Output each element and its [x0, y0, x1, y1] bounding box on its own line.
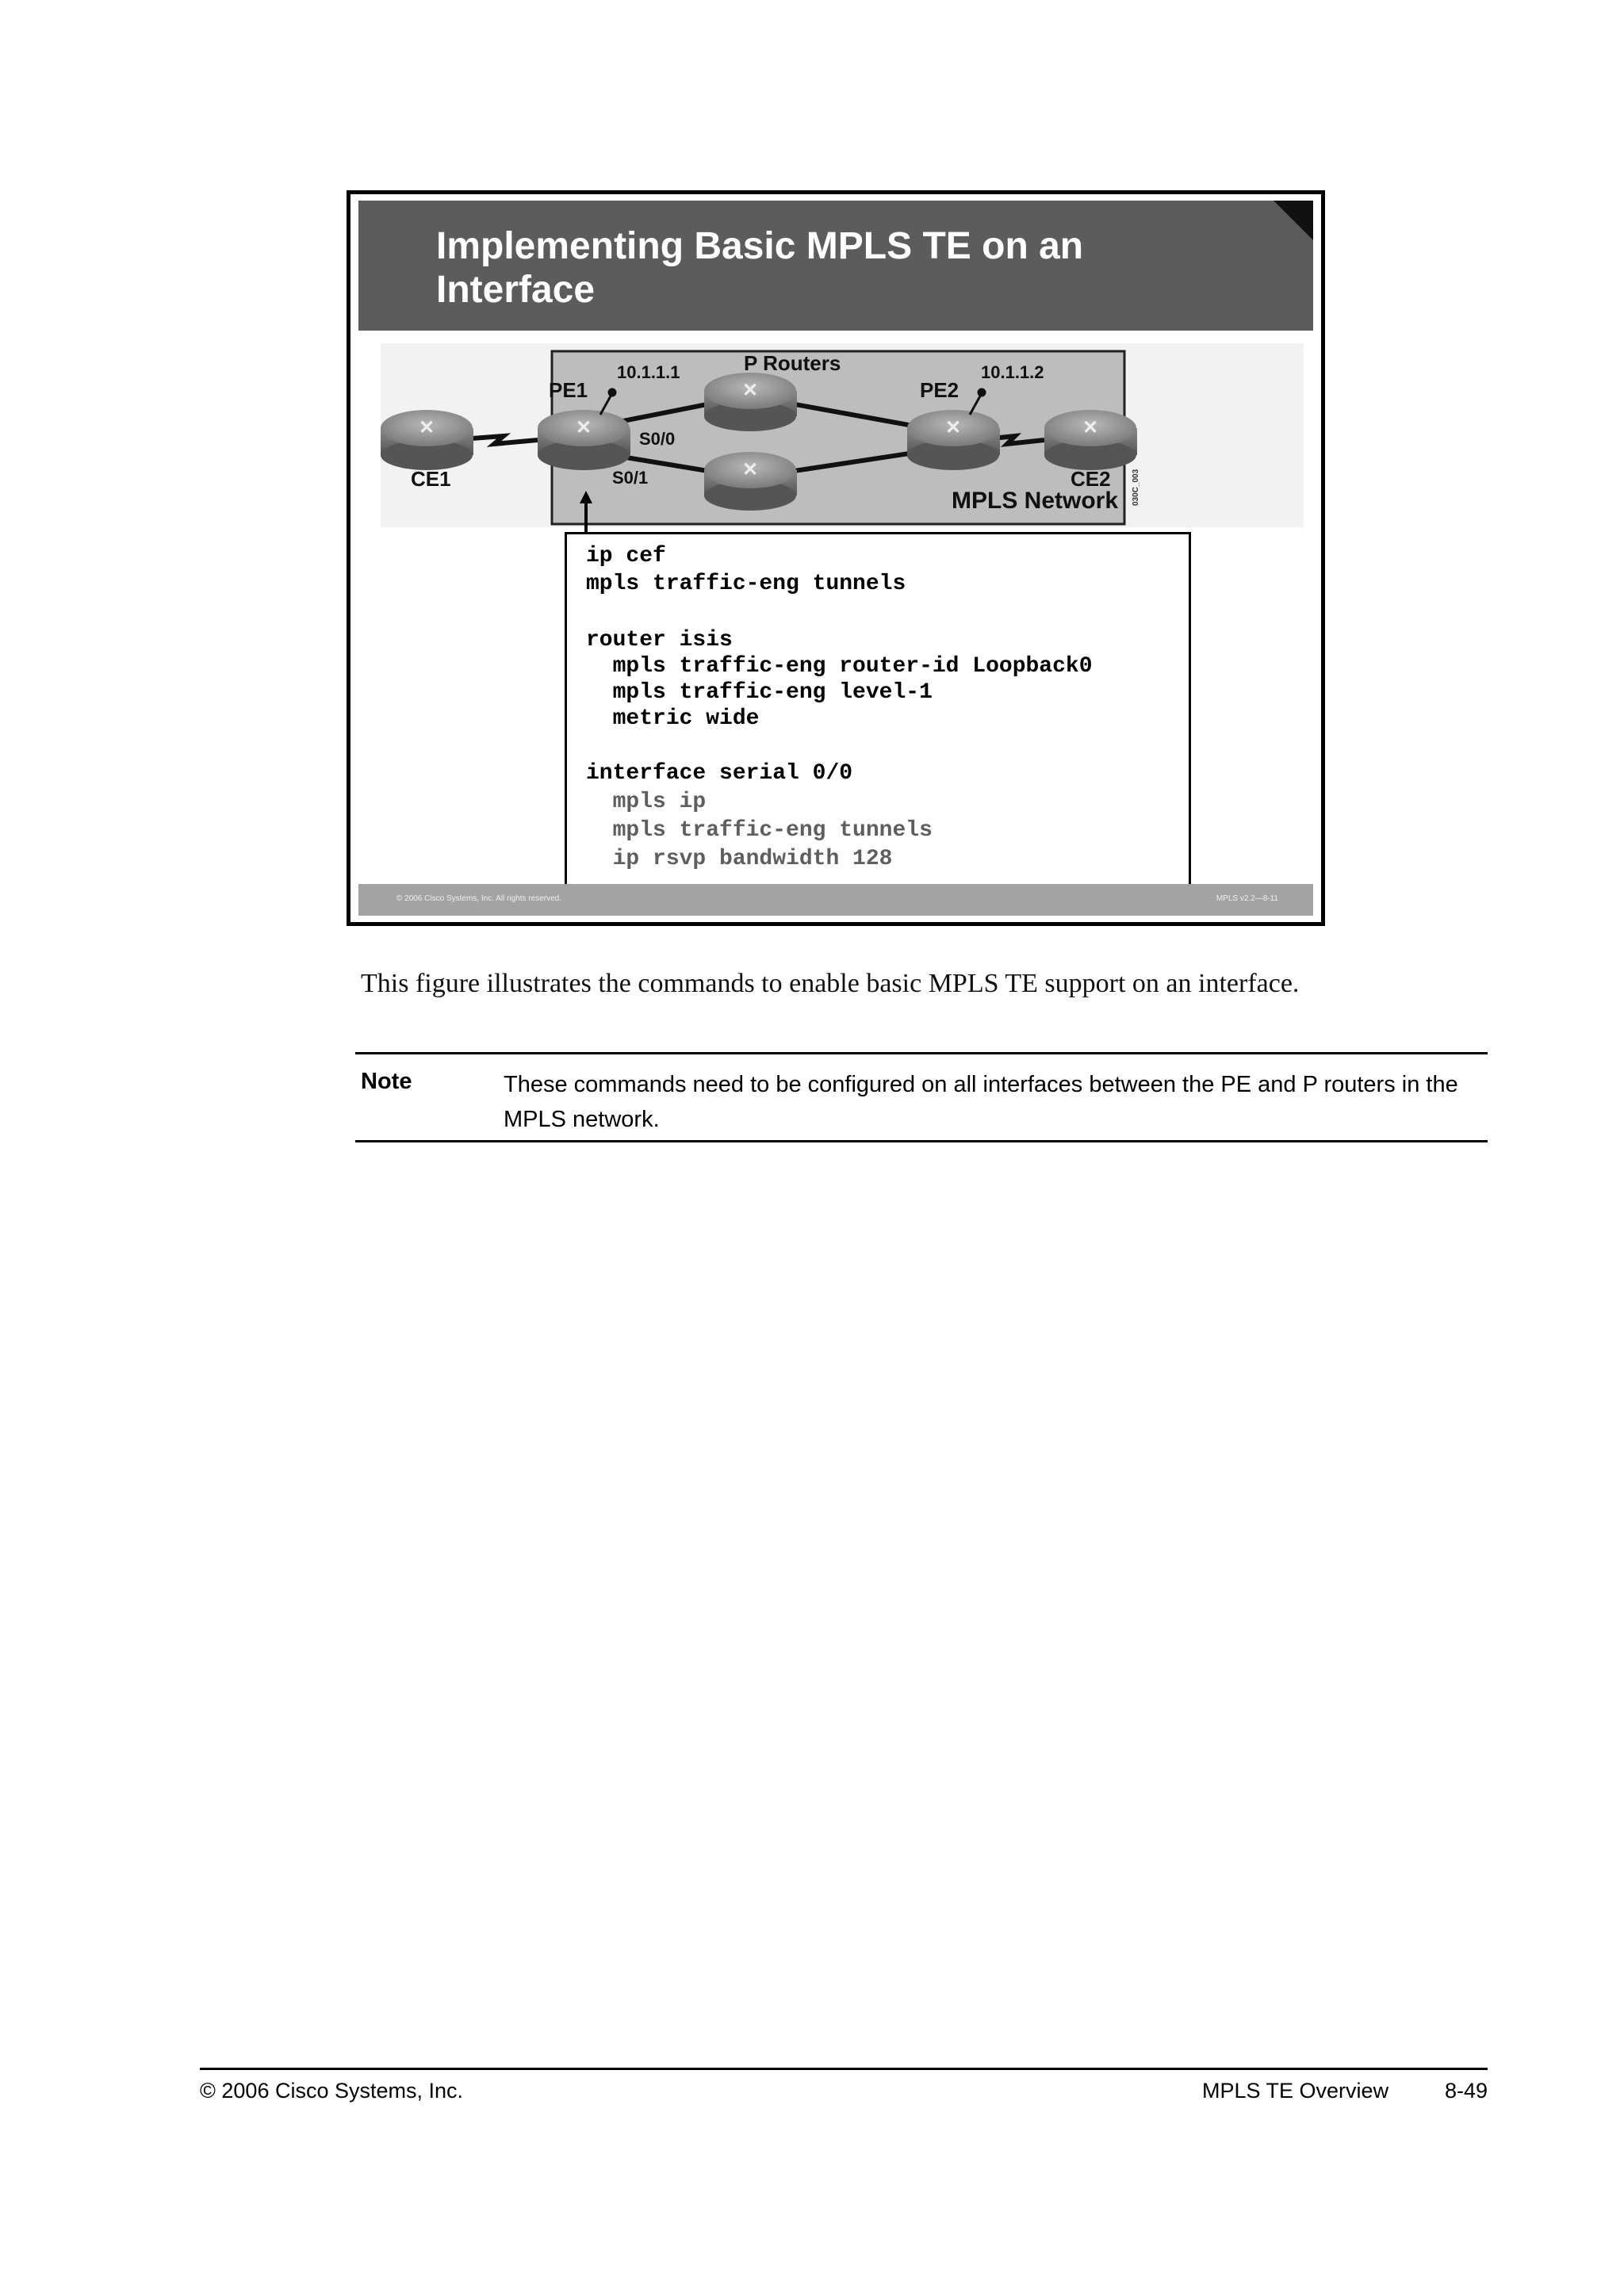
page-footer-section: MPLS TE Overview — [1202, 2079, 1389, 2103]
config-line: interface serial 0/0 — [586, 761, 853, 786]
pe2-label: PE2 — [920, 378, 959, 402]
note-top-rule — [355, 1052, 1488, 1054]
config-line: mpls traffic-eng level-1 — [586, 680, 933, 705]
mpls-network-label: MPLS Network — [952, 488, 1119, 514]
page-footer-copyright: © 2006 Cisco Systems, Inc. — [200, 2079, 464, 2103]
slide-title-line-2: Interface — [436, 269, 596, 311]
config-line: mpls traffic-eng tunnels — [586, 818, 933, 843]
config-line: mpls ip — [586, 790, 707, 814]
config-line: ip rsvp bandwidth 128 — [586, 847, 893, 871]
note-bottom-rule — [355, 1140, 1488, 1142]
ce2-label: CE2 — [1071, 467, 1111, 491]
page-footer-rule — [200, 2068, 1488, 2070]
svg-text:✕: ✕ — [944, 417, 962, 438]
config-line: metric wide — [586, 706, 760, 731]
slide-header — [358, 201, 1313, 331]
router-p2 — [704, 452, 797, 511]
figure-caption: This figure illustrates the commands to enable basic MPLS TE support on an interface. — [361, 969, 1300, 998]
svg-text:✕: ✕ — [575, 417, 592, 438]
arrow-to-pe1 — [578, 491, 594, 535]
slide-body — [358, 201, 1313, 916]
router-ce2 — [1044, 410, 1137, 470]
slide-footer-copyright: © 2006 Cisco Systems, Inc. All rights reserved. — [396, 894, 562, 903]
router-pe1 — [538, 410, 630, 470]
svg-text:✕: ✕ — [418, 417, 435, 438]
ce1-label: CE1 — [411, 467, 451, 491]
svg-text:✕: ✕ — [1082, 417, 1099, 438]
page-number: 8-49 — [1445, 2079, 1488, 2103]
config-line: mpls traffic-eng router-id Loopback0 — [586, 654, 1093, 679]
slide-title — [436, 224, 1150, 312]
slide-figure — [347, 190, 1325, 926]
config-line: ip cef — [586, 544, 666, 568]
pe1-label: PE1 — [549, 378, 588, 402]
router-p1 — [704, 373, 797, 431]
p-routers-label: P Routers — [744, 351, 841, 375]
router-ce1 — [381, 410, 473, 470]
config-line: mpls traffic-eng tunnels — [586, 572, 906, 596]
note-text: These commands need to be configured on all interfaces between the PE and P routers in the MPLS network. — [504, 1072, 1458, 1132]
note-label: Note — [361, 1069, 412, 1094]
figure-id-label: 030C_003 — [1132, 469, 1140, 506]
svg-text:✕: ✕ — [741, 380, 759, 401]
router-pe2 — [907, 410, 1000, 470]
pe2-ip-label: 10.1.1.2 — [981, 362, 1044, 382]
interface-s00-label: S0/0 — [639, 429, 676, 449]
corner-triangle — [1274, 201, 1313, 240]
config-line: router isis — [586, 628, 733, 652]
slide-footer — [358, 884, 1313, 916]
svg-text:✕: ✕ — [741, 459, 759, 480]
interface-s01-label: S0/1 — [612, 468, 649, 488]
network-diagram — [381, 343, 1304, 527]
config-box — [565, 532, 1191, 887]
slide-title-line-1: Implementing Basic MPLS TE on an — [436, 225, 1084, 267]
slide-footer-version: MPLS v2.2—8-11 — [1216, 894, 1278, 903]
pe1-ip-label: 10.1.1.1 — [617, 362, 680, 382]
